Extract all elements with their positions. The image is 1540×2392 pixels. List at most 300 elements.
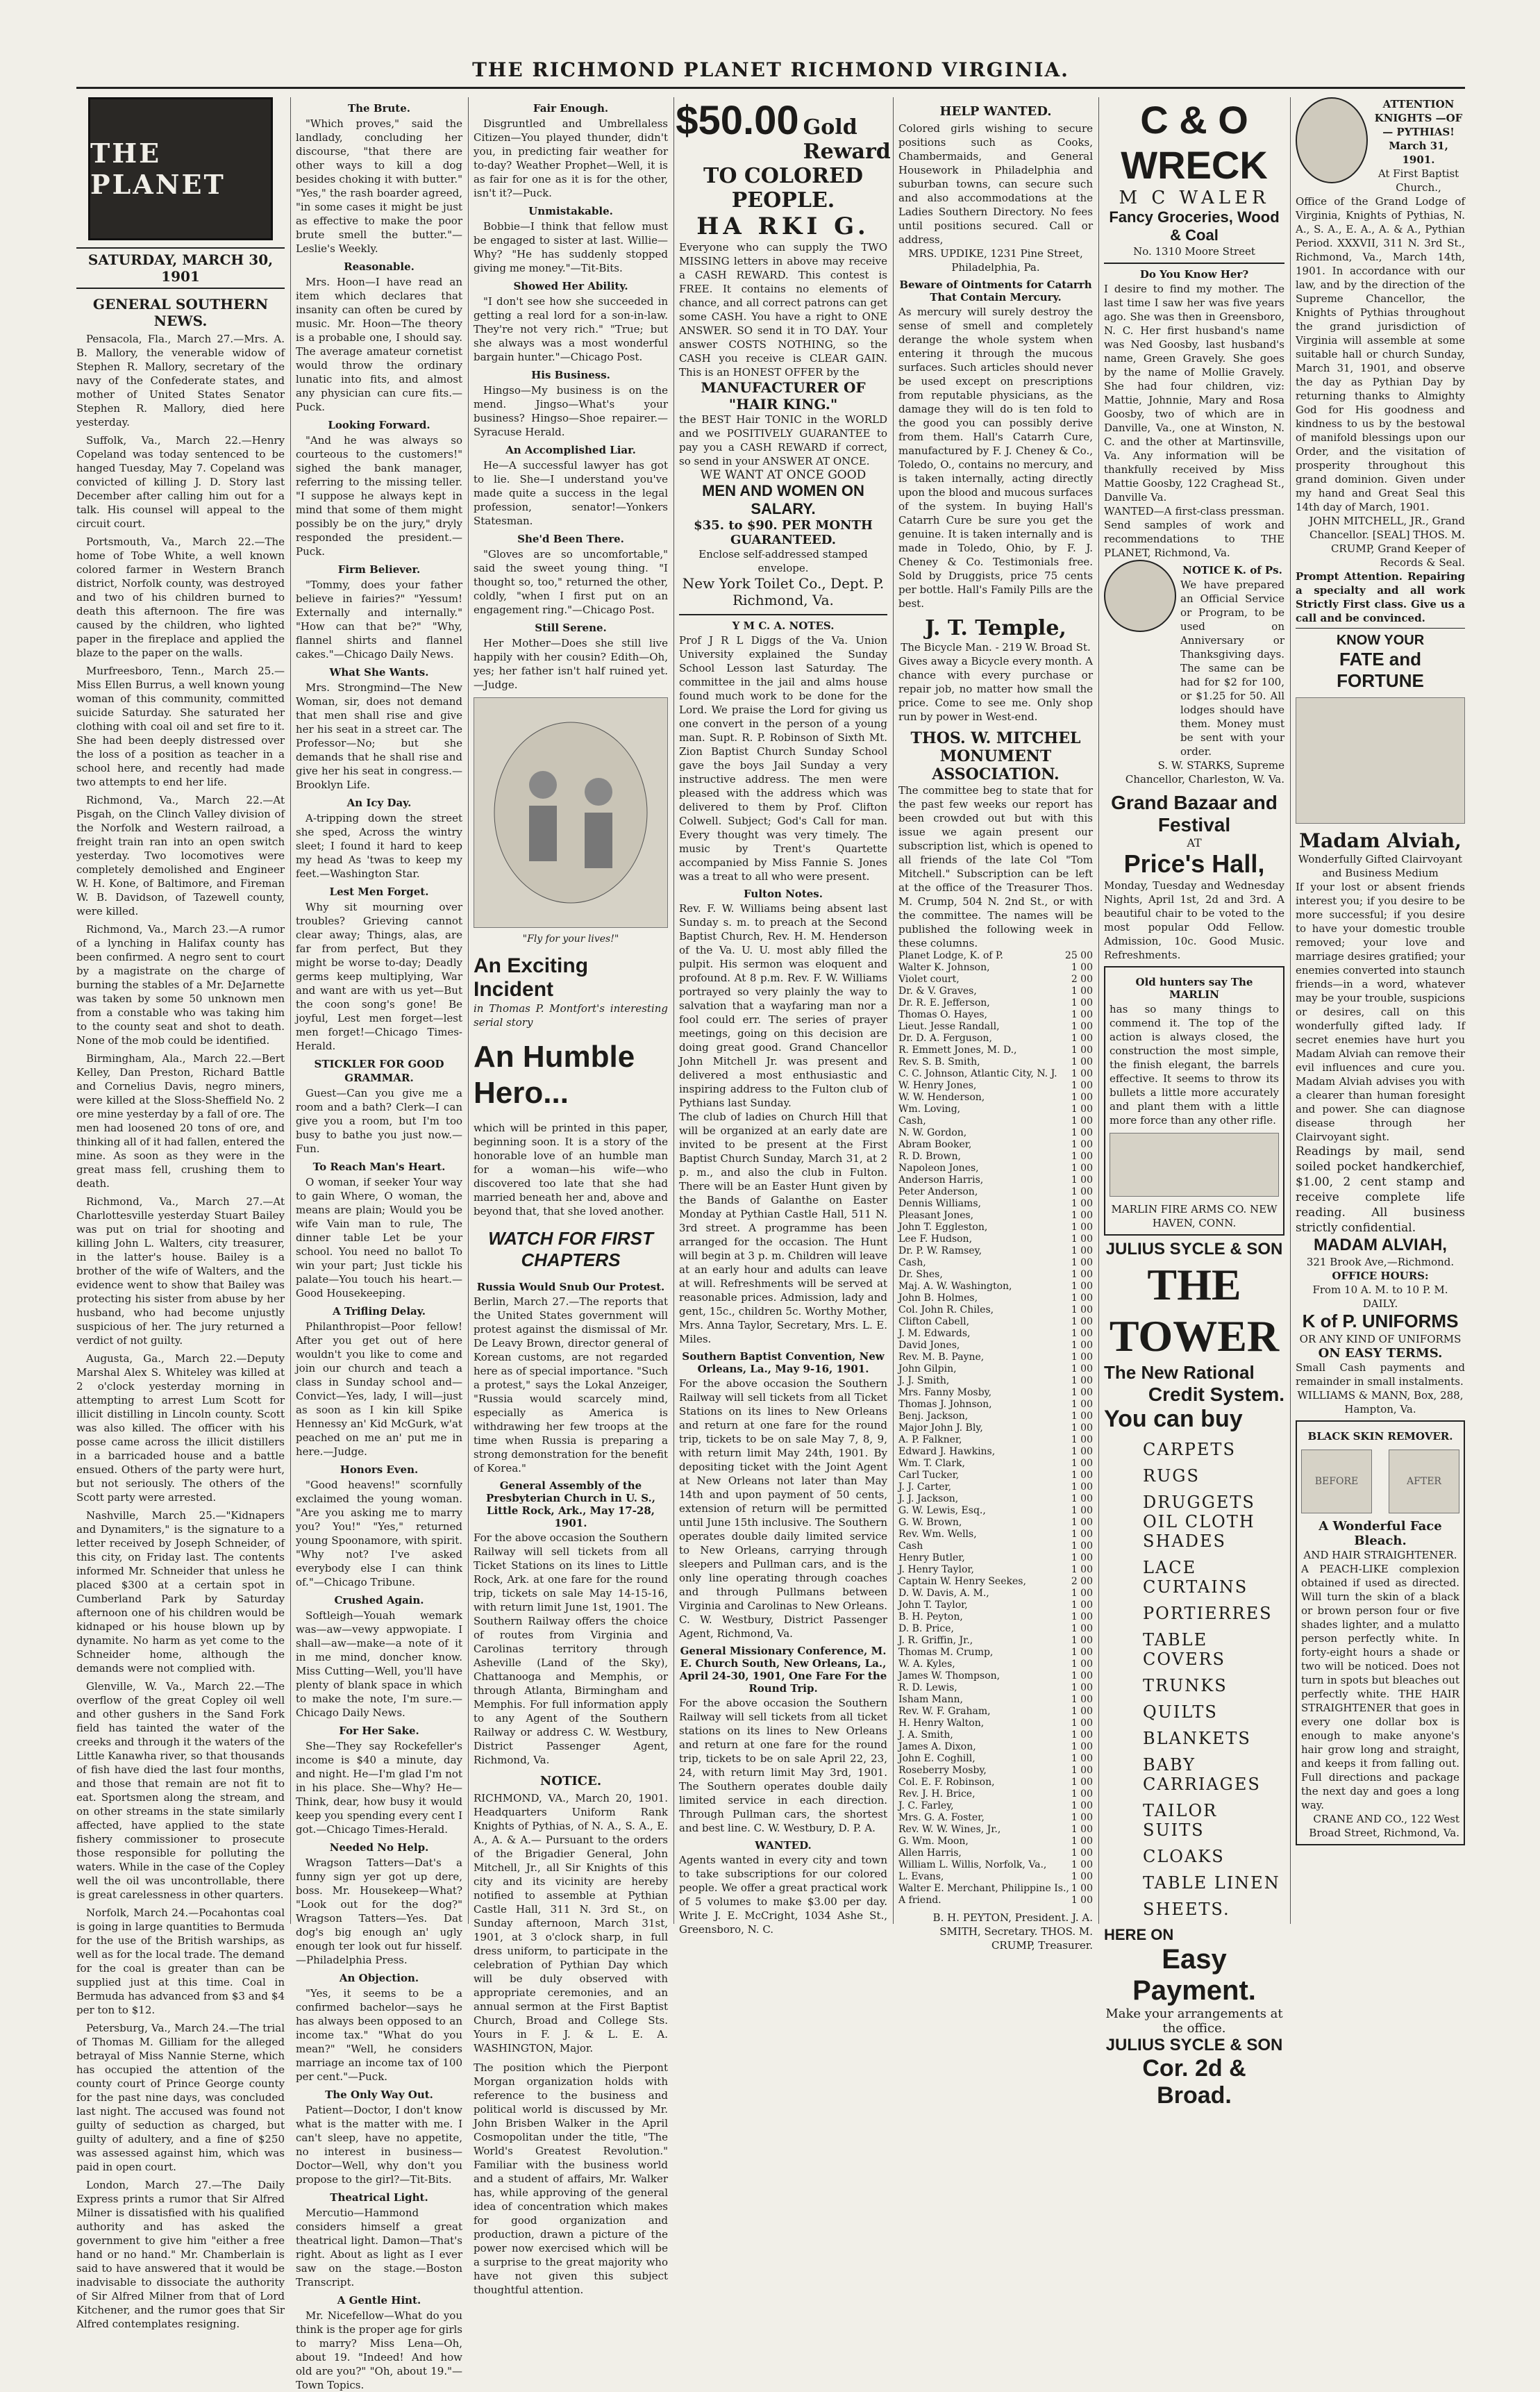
- donor-name: J. J. Smith,: [898, 1375, 950, 1386]
- donor-amount: 1 00: [1071, 1729, 1093, 1741]
- donor-row: [898, 1765, 1093, 1777]
- news-item: Pensacola, Fla., March 27.—Mrs. A. B. Mallory, the venerable widow of Stephen R. Mallory, secretary of the navy of the Confederate states, and mother of United States Senator Stephen R. Mallory, died here yesterday.: [76, 333, 285, 429]
- column-ads: [1104, 97, 1284, 2109]
- donor-row: [898, 1104, 1093, 1115]
- donor-row: [898, 1741, 1093, 1753]
- alviah-portrait: [1296, 697, 1465, 824]
- goods-item: LACE CURTAINS: [1143, 1558, 1248, 1597]
- goods-item: TRUNKS: [1143, 1676, 1228, 1695]
- donor-row: [898, 1540, 1093, 1552]
- donor-name: B. H. Peyton,: [898, 1611, 963, 1622]
- donor-amount: 1 00: [1071, 1021, 1093, 1032]
- hero-title: An Humble Hero...: [474, 1040, 635, 1110]
- donor-name: J. M. Edwards,: [898, 1328, 971, 1339]
- donor-name: Rev. M. B. Payne,: [898, 1352, 985, 1363]
- donor-row: [898, 1340, 1093, 1352]
- donor-amount: 1 00: [1071, 1245, 1093, 1256]
- donor-name: Thomas J. Johnson,: [898, 1399, 992, 1410]
- easy-terms: ON EASY TERMS.: [1318, 1346, 1443, 1361]
- humor-text: Mr. Nicefellow—What do you think is the proper age for girls to marry? Miss Lena—Oh, about 19. "Indeed! And how old are you?" "Oh, about 19."—Town Topics.: [296, 2309, 462, 2391]
- humor-text: Wragson Tatters—Dat's a funny sign yer got up dere, boss. Mr. Housekeep—What? "Look out for the dog?" Wragson Tatters—Yes. Dat dog's big enough an' ugly enough ter look out fur hisself.—Philadelphia Press.: [296, 1857, 462, 1966]
- donor-amount: 1 00: [1071, 1611, 1093, 1622]
- after-label: AFTER: [1407, 1476, 1441, 1487]
- notice-text: RICHMOND, VA., March 20, 1901. Headquarters Uniform Rank Knights of Pythias, of N. A., S. A., E. A., A. & A.— Pursuant to the orders of the Brigadier General, John Mitchell, Jr., all Sir Knights of this city and its vicinity are hereby notified to assemble at Pythian Castle Hall, 311 N. 3rd St., on Sunday afternoon, March 31st, 1901, at 3 o'clock sharp, in full dress uniform, to participate in the celebration of Pythian Day which will be duly observed with appropriate ceremonies, and an annual sermon at the First Baptist Church, Broad and College Sts. Yours in F. J. & L. E. A. WASHINGTON, Major.: [474, 1792, 668, 2054]
- donor-name: James A. Dixon,: [898, 1741, 976, 1752]
- donor-row: [898, 1517, 1093, 1529]
- marlin-text: has so many things to commend it. The top of the action is always closed, the construction the most simple, the finish elegant, the barrels effective. It seems to throw its bullets a little more accurately and plant them with a little more force than any other rifle.: [1110, 1003, 1279, 1127]
- donor-row: [898, 1186, 1093, 1198]
- humor-heading: Firm Believer.: [337, 563, 421, 576]
- donor-row: [898, 1446, 1093, 1458]
- want-line: WE WANT AT ONCE GOOD: [700, 468, 867, 482]
- donor-name: Cash,: [898, 1115, 926, 1127]
- sycle-name: JULIUS SYCLE & SON: [1105, 1240, 1283, 1259]
- news-item: Augusta, Ga., March 22.—Deputy Marshal Alex S. Whiteley was killed at 2 o'clock yesterday morning in attempting to arrest Lum Scott for illicit distilling in Lincoln county. Scott was also killed. The officer with his posse came across the illicit distillers in a barricaded house and a battle ensued. Others of the party were hurt, but not seriously. The others of the Scott party were arrested.: [76, 1352, 285, 1504]
- donor-name: Dennis Williams,: [898, 1198, 981, 1209]
- donor-name: J. J. Jackson,: [898, 1493, 959, 1504]
- baptist-heading: Southern Baptist Convention, New Orleans, La., May 9-16, 1901.: [682, 1350, 885, 1375]
- column-general-news: [76, 97, 285, 2330]
- humor-text: Mrs. Hoon—I have read an item which declares that insanity can often be cured by music. Mr. Hoon—The theory is a probable one, I should say. The average amateur cornetist would throw the ordinary lunatic into fits, and almost any physician can cure fits.—Puck.: [296, 276, 462, 413]
- marlin-heading: Old hunters say The MARLIN: [1135, 976, 1253, 1001]
- donor-amount: 25 00: [1064, 950, 1093, 961]
- incident-subtitle: in Thomas P. Montfort's interesting serial story: [474, 1002, 668, 1029]
- crane-address: CRANE AND CO., 122 West Broad Street, Richmond, Va.: [1309, 1813, 1459, 1839]
- pay-line: $35. to $90. PER MONTH GUARANTEED.: [694, 518, 873, 547]
- humor-text: "And he was always so courteous to the customers!" sighed the bank manager, referring to the missing teller. "I suppose he always kept in mind that some of them might possibly be on the jury," dryly responded the president.—Puck.: [296, 434, 462, 558]
- donor-row: [898, 1458, 1093, 1470]
- donor-amount: 1 00: [1071, 1328, 1093, 1339]
- donor-amount: 1 00: [1071, 1812, 1093, 1823]
- donor-amount: 1 00: [1071, 1009, 1093, 1020]
- donor-row: [898, 1352, 1093, 1363]
- donor-name: R. Emmett Jones, M. D.,: [898, 1045, 1017, 1056]
- bazaar-at: AT: [1187, 836, 1202, 849]
- donor-amount: 2 00: [1071, 1576, 1093, 1587]
- waler-name: M C WALER: [1119, 188, 1270, 208]
- alviah-title: Madam Alviah,: [1299, 829, 1462, 852]
- donor-name: Benj. Jackson,: [898, 1411, 969, 1422]
- donor-amount: 1 00: [1071, 1045, 1093, 1056]
- donor-amount: 1 00: [1071, 1458, 1093, 1469]
- donor-row: [898, 1163, 1093, 1174]
- methodist-text: For the above occasion the Southern Railway will sell tickets from all ticket stations on its lines to New Orleans and return at one fare for the round trip, tickets to be on sale April 22, 23, 24, with return limit May 3rd, 1901. The Southern operates double daily limited service in each direction. Through Pullman cars, the shortest and best line. C. W. Westbury, D. P. A.: [679, 1697, 887, 1834]
- humor-heading: Reasonable.: [344, 260, 415, 273]
- temple-subheading: The Bicycle Man. - 219 W. Broad St.: [901, 641, 1091, 654]
- news-list: [76, 332, 285, 2331]
- before-label: BEFORE: [1314, 1476, 1359, 1487]
- donor-amount: 1 00: [1071, 1092, 1093, 1103]
- reward-amount: $50.00: [676, 98, 799, 143]
- donor-row: [898, 1694, 1093, 1706]
- donor-row: [898, 1222, 1093, 1234]
- donor-amount: 1 00: [1071, 1588, 1093, 1599]
- humor-heading: Looking Forward.: [328, 419, 430, 431]
- methodist-heading: General Missionary Conference, M. E. Church South, New Orleans, La., April 24-30, 1901, One Fare For the Round Trip.: [679, 1645, 887, 1695]
- repair-text: Prompt Attention. Repairing a specialty and all work Strictly First class. Give us a call and be convinced.: [1296, 570, 1465, 629]
- donor-row: [898, 1033, 1093, 1045]
- donor-amount: 1 00: [1071, 1352, 1093, 1363]
- donor-name: Maj. A. W. Washington,: [898, 1281, 1012, 1292]
- assembly-text: For the above occasion the Southern Railway will sell tickets from all Ticket Stations on its lines to Little Rock, Ark. at one fare for the round trip, tickets on sale May 14-15-16, with return limit June 1st, 1901. The Southern Railway offers the choice of routes from Virginia and Carolinas territory through Asheville (Land of the Sky), Chattanooga and Memphis, or through Atlanta, Birmingham and Memphis. For full information apply to any Agent of the Southern Railway or address C. W. Westbury, District Passenger Agent, Richmond, Va.: [474, 1531, 669, 1766]
- russia-heading: Russia Would Snub Our Protest.: [476, 1281, 665, 1293]
- donor-amount: 1 00: [1071, 1446, 1093, 1457]
- donor-amount: 1 00: [1071, 1234, 1093, 1245]
- donor-name: G. W. Brown,: [898, 1517, 962, 1528]
- donor-name: Mrs. G. A. Foster,: [898, 1812, 985, 1823]
- donor-amount: 1 00: [1071, 1422, 1093, 1434]
- humor-text: "Tommy, does your father believe in fairies?" "Yessum! Externally and internally." "How can that be?" "Why, flannel shirts and flannel cakes."—Chicago Daily News.: [296, 579, 462, 661]
- donor-row: [898, 1670, 1093, 1682]
- donor-name: D. B. Price,: [898, 1623, 954, 1634]
- company-line: New York Toilet Co., Dept. P. Richmond, Va.: [679, 575, 887, 615]
- donor-amount: 1 00: [1071, 1481, 1093, 1493]
- donor-row: [898, 1245, 1093, 1257]
- skin-remover-ad: [1296, 1420, 1465, 1845]
- donor-row: [898, 1363, 1093, 1375]
- column-divider: [468, 97, 469, 1924]
- donor-name: Thomas O. Hayes,: [898, 1009, 987, 1020]
- donor-amount: 1 00: [1071, 1210, 1093, 1221]
- donor-row: [898, 1068, 1093, 1080]
- donor-name: C. C. Johnson, Atlantic City, N. J.: [898, 1068, 1057, 1079]
- donor-row: [898, 997, 1093, 1009]
- donor-name: W. Henry Jones,: [898, 1080, 977, 1091]
- humor-heading: A Gentle Hint.: [337, 2294, 421, 2307]
- humor-text: Softleigh—Youah wemark was—aw—vewy appwopiate. I shall—aw—make—a note of it in me mind, doncher know. Miss Cutting—Well, you'll have plenty of blank space in which to make the note, I'm sure.—Chicago Daily News.: [296, 1609, 462, 1719]
- sycle-name-2: JULIUS SYCLE & SON: [1105, 2036, 1283, 2054]
- donor-row: [898, 1788, 1093, 1800]
- donor-name: R. D. Brown,: [898, 1151, 961, 1162]
- donor-name: Captain W. Henry Seekes,: [898, 1576, 1026, 1587]
- section-title: GENERAL SOUTHERN NEWS.: [92, 296, 269, 329]
- humor-heading: Still Serene.: [535, 622, 607, 634]
- donor-amount: 1 00: [1071, 1363, 1093, 1374]
- donor-name: Lieut. Jesse Randall,: [898, 1021, 1000, 1032]
- donor-amount: 1 00: [1071, 1399, 1093, 1410]
- donor-name: Thomas M. Crump,: [898, 1647, 994, 1658]
- donor-amount: 1 00: [1071, 1163, 1093, 1174]
- donor-row: [898, 1045, 1093, 1056]
- donor-amount: 1 00: [1071, 1529, 1093, 1540]
- humor-text: O woman, if seeker Your way to gain Where, O woman, the means are plain; Would you be wife Vain man to rule, The dinner table Let be your school. You need no ballot To win your part; Just tickle his palate—You touch his heart.—Good Housekeeping.: [296, 1176, 462, 1299]
- donor-name: Carl Tucker,: [898, 1470, 960, 1481]
- donor-name: Col. E. F. Robinson,: [898, 1777, 995, 1788]
- humor-text: "Yes, it seems to be a confirmed bachelor—says he has always been opposed to an income tax." "What do you mean?" "Well, he considers marriage an income tax of 100 per cent."—Puck.: [296, 1987, 462, 2083]
- donor-name: Edward J. Hawkins,: [898, 1446, 996, 1457]
- donor-name: John B. Holmes,: [898, 1293, 978, 1304]
- assembly-heading: General Assembly of the Presbyterian Church in U. S., Little Rock, Ark., May 17-28, 1901.: [486, 1479, 655, 1529]
- donor-name: J. Henry Taylor,: [898, 1564, 975, 1575]
- goods-item: CARPETS: [1143, 1440, 1236, 1459]
- alviah-subtitle: Wonderfully Gifted Clairvoyant and Business Medium: [1298, 853, 1463, 879]
- donor-amount: 1 00: [1071, 1127, 1093, 1138]
- donor-row: [898, 962, 1093, 974]
- donor-name: Henry Butler,: [898, 1552, 965, 1563]
- humor-text: Her Mother—Does she still live happily with her cousin? Edith—Oh, yes; her father isn't half ruined yet.—Judge.: [474, 637, 668, 691]
- humor-heading: An Accomplished Liar.: [505, 444, 636, 456]
- humor-text: He—A successful lawyer has got to lie. She—I understand you've made quite a success in the legal profession, senator!—Yonkers Statesman.: [474, 459, 668, 527]
- salary-line: MEN AND WOMEN ON SALARY.: [702, 482, 864, 517]
- club-text: The club of ladies on Church Hill that will be organized at an early date are invited to be present at the First Baptist Church Sunday, March 31, at 2 p. m., and also the club in Fulton. There will be an Easter Hunt given by the Bands of Galanthe on Easter Monday at Pythian Castle Hall, 511 N. 3rd street. A programme has been arranged for the occasion. The Hunt will begin at 3 p. m. Children will leave at an early hour and adults can leave at will. Refreshments will be served at reasonable prices. Admission, lady and gent, 15c., children 5c. Worthy Mother, Mrs. Anna Taylor, Secretary, Mrs. L. E. Miles.: [679, 1111, 887, 1345]
- donor-row: [898, 1659, 1093, 1670]
- wanted-heading: WANTED.: [755, 1839, 812, 1852]
- catarrh-heading: Beware of Ointments for Catarrh That Contain Mercury.: [899, 279, 1092, 304]
- donor-row: [898, 1824, 1093, 1836]
- donor-name: A friend.: [898, 1895, 941, 1906]
- donor-name: Dr. & V. Graves,: [898, 986, 977, 997]
- news-item: Norfolk, March 24.—Pocahontas coal is going in large quantities to Bermuda for the use of the British warships, as well as for the local trade. The demand for the coal is greater than can be supplied just at this time. Coal in Bermuda has advanced from $3 and $4 per ton to $12.: [76, 1907, 285, 2016]
- donor-name: Dr. P. W. Ramsey,: [898, 1245, 982, 1256]
- donor-row: [898, 950, 1093, 962]
- donor-amount: 1 00: [1071, 1198, 1093, 1209]
- donor-amount: 1 00: [1071, 997, 1093, 1008]
- donor-row: [898, 1505, 1093, 1517]
- goods-item: SHEETS.: [1143, 1900, 1230, 1919]
- donor-row: [898, 1080, 1093, 1092]
- donor-name: Planet Lodge, K. of P.: [898, 950, 1003, 961]
- donor-amount: 1 00: [1071, 1694, 1093, 1705]
- news-item: London, March 27.—The Daily Express prints a rumor that Sir Alfred Milner is dissatisfied with his qualified authority and has asked the government to give him "either a free hand or no hand." Mr. Chamberlain is said to have answered that it would be inadvisable to dissociate the authority of Sir Alfred Milner from that of Lord Kitchener, and the rumor goes that Sir Alfred contemplates resigning.: [76, 2179, 285, 2330]
- donor-row: [898, 1895, 1093, 1907]
- donor-amount: 1 00: [1071, 1115, 1093, 1127]
- donor-row: [898, 1470, 1093, 1481]
- attention-place: At First Baptist Church.,: [1378, 167, 1459, 194]
- column-divider: [1290, 97, 1291, 1924]
- donor-row: [898, 1777, 1093, 1788]
- donor-row: [898, 1600, 1093, 1611]
- marlin-ad: [1104, 966, 1284, 1236]
- news-item: Richmond, Va., March 22.—At Pisgah, on the Clinch Valley division of the Norfolk and Western railroad, a freight train ran into an open switch yesterday. Two locomotives were completely demolished and Engineer W. H. Kone, of Baltimore, and Fireman W. B. Davidson, of Tazewell county, were killed.: [76, 794, 285, 917]
- catarrh-text: As mercury will surely destroy the sense of smell and completely derange the whole system when entering it through the mucous surfaces. Such articles should never be used except on prescriptions from reputable physicians, as the damage they will do is ten fold to the good you can possibly derive from them. Hall's Catarrh Cure, manufactured by F. J. Cheney & Co., Toledo, O., contains no mercury, and is taken internally, acting directly upon the blood and mucous surfaces of the system. In buying Hall's Catarrh Cure be sure you get the genuine. It is taken internally and is made in Toledo, Ohio, by F. J. Cheney & Co. Testimonials free. Sold by Druggists, price 75 cents per bottle. Hall's Family Pills are the best.: [898, 306, 1093, 610]
- donor-name: R. D. Lewis,: [898, 1682, 957, 1693]
- donor-name: James W. Thompson,: [898, 1670, 1001, 1681]
- donor-row: [898, 1422, 1093, 1434]
- goods-item: CLOAKS: [1143, 1847, 1225, 1866]
- donor-name: Dr. Shes,: [898, 1269, 943, 1280]
- hero-text: which will be printed in this paper, beginning soon. It is a story of the honorable love of an humble man for a woman—his wife—who discovered too late that she had married beneath her and, above and beyond that, that she loved another.: [474, 1122, 668, 1218]
- humor-heading: The Brute.: [347, 102, 410, 115]
- cartoon-illustration: [474, 697, 668, 928]
- help-address: MRS. UPDIKE, 1231 Pine Street, Philadelphia, Pa.: [908, 247, 1083, 274]
- sycle-corner: Cor. 2d & Broad.: [1142, 2055, 1246, 2109]
- donor-name: Dr. D. A. Ferguson,: [898, 1033, 992, 1044]
- news-item: Portsmouth, Va., March 22.—The home of Tobe White, a well known colored farmer in Western Branch district, Norfolk county, was destroyed and two of his children burned to death this afternoon. The fire was caused by the children, who lighted paper in the fireplace and applied the blaze to the paper on the walls.: [76, 535, 285, 659]
- donor-amount: 1 00: [1071, 1540, 1093, 1552]
- humor-text: "Which proves," said the landlady, concluding her discourse, "that there are other ways to kill a dog besides choking it with butter." "Yes," the rash boarder agreed, "in some cases it might be just as effective to make the poor brute smell the butter."—Leslie's Weekly.: [296, 117, 462, 255]
- donor-amount: 1 00: [1071, 986, 1093, 997]
- column-divider: [893, 97, 894, 1924]
- humor-heading: Unmistakable.: [528, 205, 613, 217]
- donor-row: [898, 1281, 1093, 1293]
- donor-amount: 1 00: [1071, 1895, 1093, 1906]
- donor-row: [898, 1836, 1093, 1847]
- column-humor: [296, 97, 462, 2391]
- fate-heading: KNOW YOUR: [1336, 633, 1425, 648]
- humor-heading: To Reach Man's Heart.: [312, 1161, 446, 1173]
- donor-amount: 1 00: [1071, 1600, 1093, 1611]
- pressman-text: WANTED—A first-class pressman. Send samples of work and recommendations to THE PLANET, Richmond, Va.: [1104, 505, 1284, 559]
- goods-item: DRUGGETS OIL CLOTH SHADES: [1143, 1493, 1255, 1551]
- humor-heading: A Trifling Delay.: [333, 1305, 426, 1318]
- donor-name: Rev. W. W. Wines, Jr.,: [898, 1824, 1001, 1835]
- donor-name: Cash: [898, 1540, 923, 1552]
- donor-amount: 1 00: [1071, 1777, 1093, 1788]
- donor-name: John T. Eggleston,: [898, 1222, 988, 1233]
- donor-row: [898, 1682, 1093, 1694]
- donor-amount: 1 00: [1071, 1659, 1093, 1670]
- donor-name: Rev. Wm. Wells,: [898, 1529, 977, 1540]
- donor-name: John E. Coghill,: [898, 1753, 976, 1764]
- marlin-illustration: [1110, 1133, 1279, 1197]
- donor-row: [898, 1635, 1093, 1647]
- donor-name: Rev. J. H. Brice,: [898, 1788, 976, 1800]
- humor-heading: Theatrical Light.: [330, 2191, 428, 2204]
- donor-name: Peter Anderson,: [898, 1186, 978, 1197]
- donor-amount: 1 00: [1071, 1859, 1093, 1870]
- credit-line: Credit System.: [1148, 1384, 1284, 1405]
- donor-amount: 1 00: [1071, 1847, 1093, 1859]
- humor-heading: Needed No Help.: [329, 1841, 429, 1854]
- donor-amount: 1 00: [1071, 1647, 1093, 1658]
- donor-row: [898, 1387, 1093, 1399]
- donor-name: Anderson Harris,: [898, 1174, 984, 1186]
- donor-amount: 1 00: [1071, 1871, 1093, 1882]
- maker-text: the BEST Hair TONIC in the WORLD and we POSITIVELY GUARANTEE to pay you a CASH REWARD if correct, so send in your ANSWER AT ONCE.: [679, 413, 887, 467]
- donor-name: Clifton Cabell,: [898, 1316, 970, 1327]
- donor-amount: 1 00: [1071, 1635, 1093, 1646]
- prices-hall: Price's Hall,: [1123, 849, 1265, 878]
- donor-amount: 1 00: [1071, 1068, 1093, 1079]
- hours-text: From 10 A. M. to 10 P. M. DAILY.: [1312, 1284, 1448, 1310]
- donor-amount: 1 00: [1071, 1269, 1093, 1280]
- issue-date: SATURDAY, MARCH 30, 1901: [76, 247, 285, 289]
- donor-amount: 1 00: [1071, 1387, 1093, 1398]
- donor-name: J. A. Smith,: [898, 1729, 953, 1741]
- donor-amount: 1 00: [1071, 1281, 1093, 1292]
- donor-row: [898, 1151, 1093, 1163]
- mitchel-text: The committee beg to state that for the past few weeks our report has been crowded out but with this issue we again present our subscription list, which is opened to all friends of the late Col "Tom Mitchell." Subscription can be left at the office of the Treasurer Thos. M. Crump, 504 N. 2nd St., or with the committee. The names will be published the following week in these columns.: [898, 784, 1093, 949]
- donor-amount: 1 00: [1071, 1706, 1093, 1717]
- mitchel-signature: B. H. PEYTON, President. J. A. SMITH, Secretary. THOS. M. CRUMP, Treasurer.: [932, 1911, 1093, 1952]
- humor-heading: What She Wants.: [329, 666, 429, 679]
- donor-name: Major John J. Bly,: [898, 1422, 983, 1434]
- donor-row: [898, 1529, 1093, 1540]
- goods-list: [1104, 1440, 1284, 1919]
- donor-row: [898, 1210, 1093, 1222]
- donor-name: W. A. Kyles,: [898, 1659, 955, 1670]
- donor-row: [898, 1009, 1093, 1021]
- donor-row: [898, 1871, 1093, 1883]
- donor-name: W. W. Henderson,: [898, 1092, 985, 1103]
- bazaar-title: Grand Bazaar and Festival: [1111, 792, 1278, 836]
- fulton-text: Rev. F. W. Williams being absent last Sunday s. m. to preach at the Second Baptist Church, Rev. H. M. Henderson of the Va. U. U. most ably filled the pulpit. His sermon was eloquent and profound. At 8 p.m. Rev. F. W. Williams portrayed so very plainly the way to salvation that a wayfaring man nor a fool could err. The series of prayer meetings, going on this decision are doing great good. Grand Chancellor John Mitchell Jr. was present and delivered a most enthusiastic and inspiring address to the Fulton club of Pythians last Sunday.: [679, 902, 887, 1109]
- humor-text: Mrs. Strongmind—The New Woman, sir, does not demand that men shall rise and give her his seat in a street car. The Professor—No; but she demands that he shall rise and give her his seat in congress.—Brooklyn Life.: [296, 681, 462, 791]
- donor-amount: 1 00: [1071, 1434, 1093, 1445]
- humor-heading: Honors Even.: [340, 1463, 419, 1476]
- pythias-seal: [1296, 97, 1368, 183]
- donor-name: Abram Booker,: [898, 1139, 972, 1150]
- donor-amount: 1 00: [1071, 1293, 1093, 1304]
- column-divider: [673, 97, 674, 1924]
- goods-item: RUGS: [1143, 1466, 1200, 1486]
- donor-amount: 1 00: [1071, 1056, 1093, 1068]
- donor-row: [898, 1316, 1093, 1328]
- notice-heading: NOTICE.: [539, 1774, 602, 1788]
- here-on: HERE ON: [1104, 1926, 1174, 1943]
- kp-notice-text: We have prepared an Official Service or Program, to be used on Anniversary or Thanksgiving days. The same can be had for $2 for 100, or $1.25 for 50. All lodges should have them. Money must be sent with your order.: [1180, 579, 1284, 758]
- donor-name: Napoleon Jones,: [898, 1163, 979, 1174]
- donor-amount: 1 00: [1071, 1883, 1093, 1894]
- donor-amount: 1 00: [1071, 1517, 1093, 1528]
- donor-name: Walter K. Johnson,: [898, 962, 990, 973]
- uniforms-subtitle: OR ANY KIND OF UNIFORMS: [1299, 1333, 1462, 1345]
- donor-amount: 1 00: [1071, 1788, 1093, 1800]
- tower-title: THE TOWER: [1109, 1260, 1280, 1361]
- humor-list-2: [474, 101, 668, 692]
- ymca-heading: Y M C. A. NOTES.: [732, 620, 835, 632]
- know-text: I desire to find my mother. The last time I saw her was five years ago. She was then in Greensboro, N. C. Her first husband's name was Ned Goosby, last husband's name, Green Gravely. She goes by the name of Mollie Gravely. She had four children, viz: Mattie, Johnnie, Mary and Rosa Goosby, two of which are in Danville, Va., one at Winston, N. C. and the other at Martinsville, Va. Any information will be thankfully received by Miss Mattie Goosby, 122 Craghead St., Danville Va.: [1104, 283, 1284, 504]
- cartoon-caption: "Fly for your lives!": [522, 933, 619, 945]
- masthead: THE RICHMOND PLANET RICHMOND VIRGINIA.: [472, 58, 1069, 81]
- donor-amount: 1 00: [1071, 1033, 1093, 1044]
- donor-name: Wm. Loving,: [898, 1104, 961, 1115]
- donor-amount: 1 00: [1071, 1186, 1093, 1197]
- donor-name: David Jones,: [898, 1340, 960, 1351]
- donor-name: John Gilpin,: [898, 1363, 957, 1374]
- donor-amount: 1 00: [1071, 1316, 1093, 1327]
- donor-name: N. W. Gordon,: [898, 1127, 967, 1138]
- news-item: Glenville, W. Va., March 22.—The overflow of the great Copley oil well and other gushers in the Sand Fork field has tainted the water of the creeks and through it the waters of the Little Kanawha river, so that thousands of fish have died the last four months, and those that remain are not fit to eat. Sportsmen along the stream, and on other streams in the state similarly affected, have applied to the state fishery commissioner to prosecute those responsible for polluting the waters. While in the case of the Copley well the oil was uncontrollable, there is great carelessness in other quarters.: [76, 1680, 285, 1901]
- donor-amount: 1 00: [1071, 1470, 1093, 1481]
- donor-name: Wm. T. Clark,: [898, 1458, 965, 1469]
- humor-heading: His Business.: [531, 369, 610, 381]
- donor-row: [898, 1115, 1093, 1127]
- donor-row: [898, 1234, 1093, 1245]
- fancy-groceries: Fancy Groceries, Wood & Coal: [1109, 208, 1280, 244]
- donor-row: [898, 1576, 1093, 1588]
- donor-row: [898, 1139, 1093, 1151]
- humor-text: Philanthropist—Poor fellow! After you get out of here wouldn't you like to come and join our church and teach a class in Sunday school and—Convict—Yes, lady, I will—just as soon as I kin kill Spike Hennessy an' Kid McGurk, w'at peached on me an' put me in here.—Judge.: [296, 1320, 462, 1458]
- donor-name: H. Henry Walton,: [898, 1718, 985, 1729]
- donor-name: Walter E. Merchant, Philippine Is.,: [898, 1883, 1069, 1894]
- donor-name: Lee F. Hudson,: [898, 1234, 973, 1245]
- goods-item: PORTIERRES: [1143, 1604, 1273, 1623]
- marlin-company: MARLIN FIRE ARMS CO. NEW HAVEN, CONN.: [1111, 1203, 1278, 1229]
- donor-amount: 1 00: [1071, 1753, 1093, 1764]
- wanted-text: Agents wanted in every city and town to take subscriptions for our colored people. We offer a great practical work of 5 volumes to make $3.00 per day. Write J. E. McCright, 1034 Ashe St., Greensboro, N. C.: [679, 1854, 887, 1936]
- straightener-title: AND HAIR STRAIGHTENER.: [1303, 1549, 1457, 1561]
- humor-text: Bobbie—I think that fellow must be engaged to sister at last. Willie—Why? "He has suddenly stopped giving me money."—Tit-Bits.: [474, 220, 668, 274]
- buy-line: You can buy: [1104, 1406, 1243, 1432]
- donor-row: [898, 1493, 1093, 1505]
- donor-name: A. P. Falkner,: [898, 1434, 962, 1445]
- humor-text: A-tripping down the street she sped, Across the wintry sleet; I found it hard to keep my head As 'twas to keep my feet.—Washington Star.: [296, 812, 462, 880]
- pythias-text: Office of the Grand Lodge of Virginia, Knights of Pythias, N. A., S. A., E. A., A. & A., Pythian Period. XXXVII, 311 N. 3rd St., Richmond, Va., March 14th, 1901. In accordance with our law, and by the direction of the Supreme Chancellor, the Knights of Pythias throughout the grand jurisdiction of Virginia will assemble at some suitable hall or church Sunday, March 31, 1901, and observe the day as Pythian Day by returning thanks to Almighty God for His goodness and kindness to us by the bestowal of manifold blessings upon our Order, and the visitation of prosperity throughout this grand dominion. Given under my hand and Great Seal this 14th day of March, 1901.: [1296, 195, 1465, 513]
- donor-row: [898, 1021, 1093, 1033]
- donor-row: [898, 1800, 1093, 1812]
- kp-notice-signature: S. W. STARKS, Supreme Chancellor, Charleston, W. Va.: [1125, 759, 1284, 786]
- mitchel-heading: THOS. W. MITCHEL MONUMENT ASSOCIATION.: [910, 729, 1081, 783]
- donor-name: Mrs. Fanny Mosby,: [898, 1387, 992, 1398]
- easy-payment: Easy Payment.: [1132, 1944, 1256, 2006]
- column-serial: [474, 97, 669, 2296]
- wreck-title: C & O WRECK: [1121, 98, 1268, 187]
- column-divider: [1098, 97, 1099, 1924]
- donor-amount: 1 00: [1071, 1682, 1093, 1693]
- masthead-rule: [76, 87, 1465, 89]
- donor-row: [898, 1552, 1093, 1564]
